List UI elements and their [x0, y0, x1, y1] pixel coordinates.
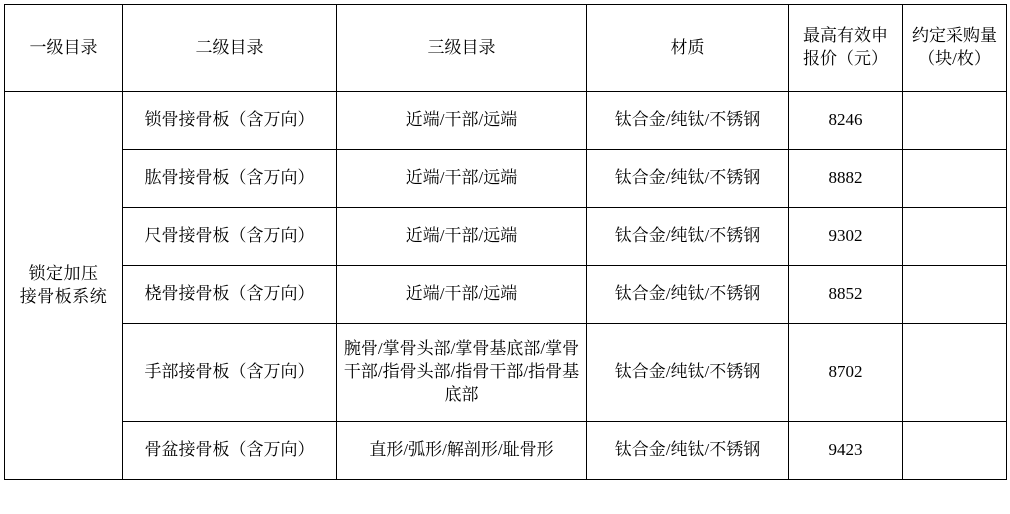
- header-row: [5, 5, 1007, 92]
- level3-cell: 直形/弧形/解剖形/耻骨形: [337, 422, 587, 480]
- table-row: [5, 266, 1007, 324]
- material-cell: 钛合金/纯钛/不锈钢: [587, 150, 789, 208]
- price-table: [4, 4, 1007, 480]
- material-cell: 钛合金/纯钛/不锈钢: [587, 208, 789, 266]
- category-cell: [5, 92, 123, 480]
- level3-cell: 近端/干部/远端: [337, 150, 587, 208]
- level3-cell: 近端/干部/远端: [337, 208, 587, 266]
- header-quantity-line2: （块/枚）: [918, 49, 991, 68]
- category-line1: 锁定加压: [28, 263, 99, 283]
- level2-cell: 骨盆接骨板（含万向）: [123, 422, 337, 480]
- document-sheet: [0, 4, 1010, 514]
- header-level-2: 二级目录: [123, 5, 337, 92]
- level2-cell: 锁骨接骨板（含万向）: [123, 92, 337, 150]
- header-quantity: [903, 5, 1007, 92]
- header-max-price-line1: 最高有效申: [803, 26, 888, 46]
- table-row: [5, 422, 1007, 480]
- material-cell: 钛合金/纯钛/不锈钢: [587, 92, 789, 150]
- price-cell: 9423: [789, 422, 903, 480]
- level2-cell: 肱骨接骨板（含万向）: [123, 150, 337, 208]
- quantity-cell: [903, 422, 1007, 480]
- table-row: [5, 324, 1007, 422]
- level3-cell: 腕骨/掌骨头部/掌骨基底部/掌骨干部/指骨头部/指骨干部/指骨基底部: [337, 324, 587, 422]
- price-cell: 8852: [789, 266, 903, 324]
- price-cell: 8246: [789, 92, 903, 150]
- category-line2: 接骨板系统: [19, 286, 108, 306]
- price-cell: 8882: [789, 150, 903, 208]
- price-cell: 9302: [789, 208, 903, 266]
- quantity-cell: [903, 266, 1007, 324]
- header-level-1: 一级目录: [5, 5, 123, 92]
- material-cell: 钛合金/纯钛/不锈钢: [587, 422, 789, 480]
- level2-cell: 尺骨接骨板（含万向）: [123, 208, 337, 266]
- quantity-cell: [903, 208, 1007, 266]
- level3-cell: 近端/干部/远端: [337, 266, 587, 324]
- price-cell: 8702: [789, 324, 903, 422]
- table-row: [5, 150, 1007, 208]
- header-level-3: 三级目录: [337, 5, 587, 92]
- table-row: [5, 208, 1007, 266]
- quantity-cell: [903, 150, 1007, 208]
- quantity-cell: [903, 92, 1007, 150]
- level2-cell: 桡骨接骨板（含万向）: [123, 266, 337, 324]
- quantity-cell: [903, 324, 1007, 422]
- table-header: [5, 5, 1007, 92]
- table-row: [5, 92, 1007, 150]
- material-cell: 钛合金/纯钛/不锈钢: [587, 266, 789, 324]
- level2-cell: 手部接骨板（含万向）: [123, 324, 337, 422]
- table-body: [5, 92, 1007, 480]
- header-max-price: [789, 5, 903, 92]
- level3-cell: 近端/干部/远端: [337, 92, 587, 150]
- header-max-price-line2: 报价（元）: [803, 49, 888, 68]
- header-material: 材质: [587, 5, 789, 92]
- header-quantity-line1: 约定采购量: [912, 26, 997, 46]
- material-cell: 钛合金/纯钛/不锈钢: [587, 324, 789, 422]
